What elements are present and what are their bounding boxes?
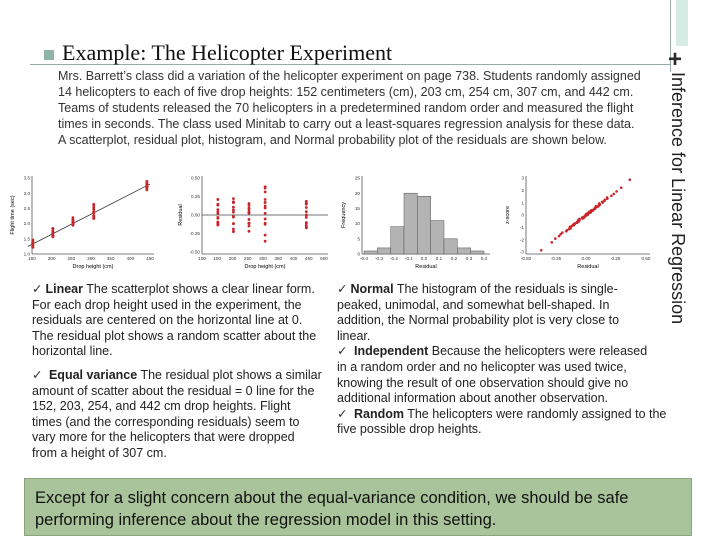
scatter-point [31, 246, 34, 249]
scatter-x-tick: 150 [28, 256, 36, 261]
residual-x-tick: 450 [304, 256, 313, 261]
slide-title [44, 40, 392, 66]
histogram-bar [444, 239, 457, 254]
normal-point [550, 241, 553, 244]
normal-ylabel: z-score [505, 205, 511, 225]
normal-y-tick: 2 [521, 187, 524, 193]
residual-point [216, 204, 219, 207]
residual-x-tick: 100 [198, 256, 206, 261]
linear-label: Linear [45, 282, 83, 296]
normal-y-tick: 1 [521, 200, 524, 206]
histogram-x-tick: 0.4 [480, 256, 488, 261]
histogram-bar [364, 251, 377, 254]
residual-point [264, 212, 267, 215]
histogram-x-tick: 0.3 [465, 256, 473, 261]
normal-probability-plot [502, 170, 654, 270]
equal-variance-point [32, 368, 322, 462]
normal-x-tick: -0.50 [520, 256, 532, 261]
residual-y-tick: 0.00 [191, 212, 200, 218]
residual-x-tick: 250 [243, 256, 252, 261]
right-column [337, 282, 687, 438]
histogram-x-tick: -0.4 [360, 256, 368, 261]
histogram [338, 170, 494, 270]
residual-point [216, 221, 219, 224]
accent-bar [676, 0, 688, 46]
plus-icon: + [668, 46, 683, 73]
scatter-points [31, 180, 148, 249]
residual-point [232, 230, 235, 233]
histogram-y-tick: 25 [354, 175, 360, 181]
slide-title-text: Example: The Helicopter Experiment [62, 40, 393, 65]
scatter-y-ticks [24, 176, 31, 257]
scatter-x-tick: 300 [87, 256, 95, 261]
residual-point [264, 207, 267, 210]
intro-paragraph: Mrs. Barrett’s class did a variation of the helicopter experiment on page 738. Students randomly assigned 14 helicopters to each of five drop heights: 152 centimeters (cm), 203 cm, 254 cm, 307 cm, and 442 cm. Teams of students released the 70 helicopters in a predetermined random order and measured the flight times in seconds. The class used Minitab to carry out a least-squares regression analysis for these data. A scatterplot, residual plot, histogram, and Normal probability plot of the residuals are shown below. [58, 69, 641, 147]
scatter-y-tick: 1.5 [23, 236, 30, 242]
residual-point [232, 211, 235, 214]
normal-x-tick: -0.25 [550, 256, 562, 261]
residual-point [264, 198, 267, 201]
normal-point [610, 195, 613, 198]
residual-point [264, 223, 267, 226]
residual-point [305, 202, 308, 205]
scatter-y-tick: 2.5 [23, 206, 30, 211]
normal-point [628, 178, 631, 181]
histogram-xlabel: Residual [415, 264, 437, 270]
random-label: Random [353, 406, 404, 421]
histogram-y-tick: 5 [357, 236, 360, 242]
scatter-x-tick: 350 [106, 256, 115, 261]
normal-point [554, 237, 557, 240]
scatter-y-tick: 3.0 [23, 190, 30, 196]
histogram-x-tick: 0.1 [435, 256, 443, 261]
random-text: The helicopters were randomly assigned to the five possible drop heights. [337, 406, 667, 437]
scatter-point [92, 211, 95, 214]
histogram-bar [431, 221, 444, 254]
normal-text: The histogram of the residuals is single-peaked, unimodal, and somewhat bell-shaped. In addition, the Normal probability plot is very close to linear. [337, 282, 620, 343]
residual-point [216, 212, 219, 215]
residual-point [216, 208, 219, 211]
scatter-y-tick: 2.0 [23, 221, 30, 227]
residual-point [248, 208, 251, 211]
residual-x-tick: 400 [289, 256, 298, 261]
scatter-ylabel: Flight time (sec) [10, 195, 16, 235]
normal-x-tick: 0.50 [641, 256, 651, 261]
residual-point [305, 210, 308, 213]
normal-point [561, 231, 564, 234]
normal-y-tick: 3 [521, 175, 524, 181]
histogram-x-tick: -0.3 [375, 256, 383, 261]
residual-x-tick: 150 [213, 256, 222, 261]
checkmark-icon: ✓ [337, 406, 348, 421]
histogram-bar [404, 193, 417, 254]
residual-point [305, 214, 308, 217]
equal-variance-label: Equal variance [48, 367, 138, 382]
scatter-point [92, 207, 95, 210]
normal-y-tick: -2 [519, 237, 524, 243]
scatter-point [72, 218, 75, 221]
left-column [32, 282, 322, 470]
scatter-x-tick: 450 [146, 256, 154, 261]
normal-point [337, 282, 687, 344]
residual-point [305, 225, 308, 228]
residual-point [232, 201, 235, 204]
residual-point [305, 206, 308, 209]
residual-point [248, 222, 251, 225]
residual-plot [174, 170, 332, 270]
residual-point [216, 217, 219, 220]
normal-y-tick: 0 [521, 212, 524, 218]
scatter-xlabel: Drop height (cm) [72, 264, 114, 270]
normal-point [578, 218, 581, 221]
histogram-x-tick: 0.0 [420, 256, 428, 261]
random-point [337, 407, 687, 438]
scatter-y-tick: 1.0 [23, 251, 30, 257]
scatter-x-tick: 400 [126, 256, 135, 261]
normal-x-ticks [521, 256, 651, 261]
scatterplot [8, 170, 158, 270]
normal-point [606, 196, 609, 199]
residual-point [232, 197, 235, 200]
normal-point [604, 199, 607, 202]
normal-xlabel: Residual [577, 264, 599, 270]
histogram-y-ticks [355, 176, 361, 257]
checkmark-icon: ✓ [32, 367, 43, 382]
histogram-y-tick: 10 [354, 221, 360, 227]
residual-point [305, 221, 308, 224]
independent-point [337, 344, 687, 406]
normal-y-tick: -1 [519, 224, 524, 230]
scatter-point [145, 181, 148, 184]
residual-point [232, 222, 235, 225]
residual-point [264, 201, 267, 204]
normal-y-tick: -3 [519, 249, 524, 255]
scatter-y-tick: 3.5 [23, 175, 30, 181]
normal-point [595, 205, 598, 208]
scatter-point [51, 227, 54, 230]
normal-x-tick: 0.25 [611, 256, 621, 261]
checkmark-icon: ✓ [337, 344, 348, 359]
equal-variance-text: The residual plot shows a similar amount of scatter about the residual = 0 line for the 152, 203, 254, and 442 cm drop heights. Flight times (and the corresponding residuals) seem to vary more for the helicopters that were dropped from a height of 307 cm. [32, 367, 322, 460]
normal-point [598, 202, 601, 205]
histogram-x-tick: 0.2 [450, 256, 458, 261]
scatter-point [51, 234, 54, 237]
linear-text: The scatterplot shows a clear linear form. For each drop height used in the experiment, the residuals are centered on the horizontal line at 0. The residual plot shows a random scatter about the horizontal line. [32, 282, 317, 359]
histogram-bar [391, 227, 404, 254]
histogram-x-tick: -0.2 [390, 256, 398, 261]
checkmark-icon: ✓ [32, 282, 43, 296]
residual-point [216, 198, 219, 201]
normal-point [540, 249, 543, 252]
normal-point [613, 193, 616, 196]
residual-y-tick: 0.25 [191, 194, 200, 200]
normal-points [540, 178, 631, 251]
residual-x-tick: 500 [320, 256, 328, 261]
histogram-bar [457, 248, 470, 254]
residual-point [232, 228, 235, 231]
normal-y-ticks [520, 176, 525, 255]
residual-y-tick: 0.50 [191, 175, 200, 181]
scatter-x-ticks [28, 256, 154, 261]
linear-point [32, 282, 322, 360]
histogram-x-tick: -0.1 [405, 256, 413, 261]
normal-label: Normal [350, 282, 394, 296]
histogram-bar [377, 248, 390, 254]
conclusion-text: Except for a slight concern about the equal-variance condition, we should be safe performing inference about the regression model in this setting. [35, 489, 629, 529]
residual-y-tick: -0.25 [189, 231, 200, 237]
normal-point [601, 200, 604, 203]
residual-point [232, 215, 235, 218]
residual-point [232, 206, 235, 209]
histogram-y-tick: 0 [357, 251, 360, 257]
histogram-y-tick: 15 [354, 206, 360, 211]
residual-point [264, 234, 267, 237]
scatter-point [92, 217, 95, 220]
histogram-x-ticks [360, 256, 488, 261]
residual-x-tick: 350 [274, 256, 283, 261]
histogram-ylabel: Frequency [341, 202, 347, 228]
histogram-bar [471, 251, 484, 254]
normal-point [620, 186, 623, 189]
histogram-bars [364, 193, 484, 254]
residual-ylabel: Residual [178, 204, 184, 226]
scatter-point [145, 187, 148, 190]
regression-line [28, 184, 150, 246]
residual-point [216, 224, 219, 227]
residual-point [264, 187, 267, 190]
scatter-point [31, 241, 34, 244]
independent-label: Independent [353, 344, 429, 359]
scatter-x-tick: 250 [67, 256, 76, 261]
independent-text: Because the helicopters were released in a random order and no helicopter was used twice, knowing the result of one observation should give no additional information about another observation. [337, 344, 648, 406]
residual-xlabel: Drop height (cm) [244, 264, 286, 270]
residual-y-tick: -0.50 [189, 249, 200, 255]
residual-point [264, 190, 267, 193]
square-bullet-icon [44, 50, 54, 60]
conclusion-box [24, 478, 692, 536]
residual-point [248, 225, 251, 228]
residual-point [248, 230, 251, 233]
residual-points [216, 185, 307, 242]
scatter-x-tick: 200 [47, 256, 56, 261]
residual-x-tick: 200 [228, 256, 237, 261]
residual-x-tick: 300 [259, 256, 267, 261]
residual-point [264, 240, 267, 243]
checkmark-icon: ✓ [337, 282, 348, 296]
side-title-text: Inference for Linear Regression [668, 72, 688, 325]
residual-point [248, 218, 251, 221]
histogram-bar [417, 196, 430, 254]
residual-x-ticks [198, 256, 328, 261]
residual-point [264, 218, 267, 221]
normal-x-tick: 0.00 [581, 256, 591, 261]
plots-row [8, 170, 654, 278]
normal-point [615, 190, 618, 193]
residual-y-ticks [190, 176, 201, 255]
residual-point [248, 204, 251, 207]
histogram-y-tick: 20 [354, 190, 360, 196]
scatter-point [72, 222, 75, 225]
